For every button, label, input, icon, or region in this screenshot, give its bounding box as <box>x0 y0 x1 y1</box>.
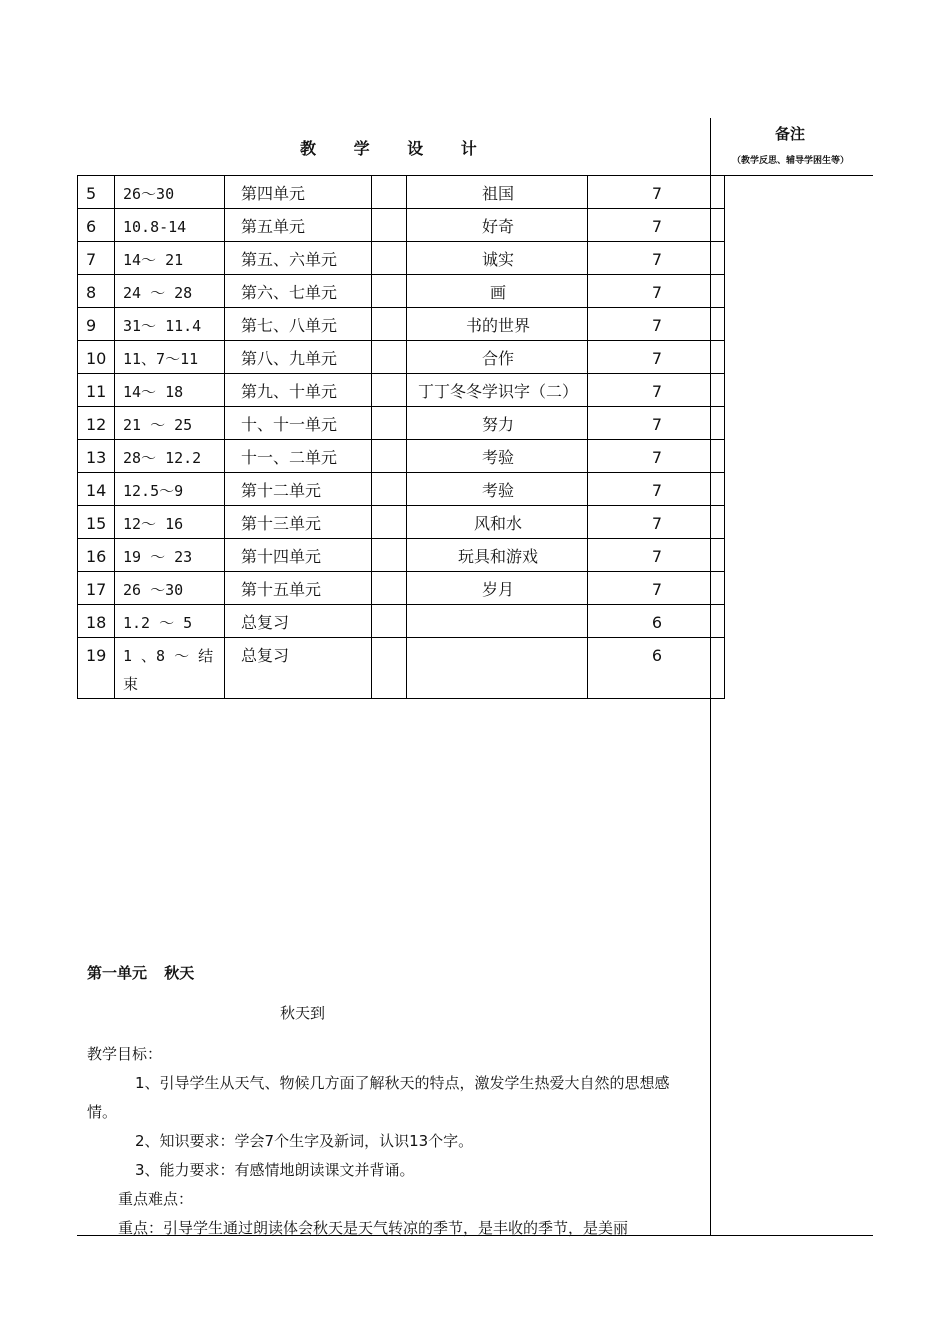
topic-cell: 好奇 <box>407 209 588 242</box>
week-cell: 17 <box>78 572 115 605</box>
hours-cell: 6 <box>588 638 725 699</box>
date-cell: 31～ 11.4 <box>115 308 225 341</box>
table-row <box>78 539 725 572</box>
date-cell: 12～ 16 <box>115 506 225 539</box>
notes-column-subtitle: （教学反思、辅导学困生等） <box>732 156 850 166</box>
week-cell: 12 <box>78 407 115 440</box>
hours-cell: 7 <box>588 275 725 308</box>
table-row <box>78 374 725 407</box>
objectives-label: 教学目标： <box>87 1045 163 1063</box>
topic-cell <box>407 638 588 699</box>
topic-cell: 玩具和游戏 <box>407 539 588 572</box>
topic-cell: 画 <box>407 275 588 308</box>
blank-cell <box>372 176 407 209</box>
topic-cell: 考验 <box>407 440 588 473</box>
week-cell: 9 <box>78 308 115 341</box>
date-cell: 1 、8 ～ 结束 <box>115 638 225 699</box>
blank-cell <box>372 539 407 572</box>
table-row <box>78 638 725 699</box>
table-row <box>78 506 725 539</box>
hours-cell: 7 <box>588 242 725 275</box>
unit-cell: 第六、七单元 <box>225 275 372 308</box>
blank-cell <box>372 209 407 242</box>
unit-cell: 第五单元 <box>225 209 372 242</box>
week-cell: 7 <box>78 242 115 275</box>
table-row <box>78 572 725 605</box>
table-row <box>78 473 725 506</box>
week-cell: 5 <box>78 176 115 209</box>
hours-cell: 7 <box>588 440 725 473</box>
topic-cell: 书的世界 <box>407 308 588 341</box>
page-title: 教 学 设 计 <box>300 139 477 158</box>
hours-cell: 7 <box>588 374 725 407</box>
topic-cell: 祖国 <box>407 176 588 209</box>
hours-cell: 7 <box>588 539 725 572</box>
table-row <box>78 407 725 440</box>
hours-cell: 7 <box>588 506 725 539</box>
topic-cell <box>407 605 588 638</box>
blank-cell <box>372 275 407 308</box>
hours-cell: 6 <box>588 605 725 638</box>
unit-cell: 第十四单元 <box>225 539 372 572</box>
objective-3: 3、能力要求：有感情地朗读课文并背诵。 <box>135 1161 415 1179</box>
week-cell: 19 <box>78 638 115 699</box>
table-row <box>78 308 725 341</box>
unit-cell: 第十五单元 <box>225 572 372 605</box>
table-row <box>78 176 725 209</box>
date-cell: 24 ～ 28 <box>115 275 225 308</box>
keypoint-text: 重点：引导学生通过朗读体会秋天是天气转凉的季节，是丰收的季节，是美丽 <box>118 1219 629 1237</box>
unit-heading: 第一单元 秋天 <box>87 964 195 982</box>
blank-cell <box>372 407 407 440</box>
objective-2: 2、知识要求：学会7个生字及新词，认识13个字。 <box>135 1132 474 1150</box>
topic-cell: 诚实 <box>407 242 588 275</box>
unit-cell: 总复习 <box>225 605 372 638</box>
keypoints-label: 重点难点： <box>118 1190 194 1208</box>
table-row <box>78 209 725 242</box>
hours-cell: 7 <box>588 341 725 374</box>
table-row <box>78 275 725 308</box>
unit-cell: 十一、二单元 <box>225 440 372 473</box>
unit-cell: 第四单元 <box>225 176 372 209</box>
week-cell: 16 <box>78 539 115 572</box>
week-cell: 14 <box>78 473 115 506</box>
week-cell: 6 <box>78 209 115 242</box>
date-cell: 14～ 21 <box>115 242 225 275</box>
hours-cell: 7 <box>588 407 725 440</box>
unit-cell: 第十二单元 <box>225 473 372 506</box>
date-cell: 26 ～30 <box>115 572 225 605</box>
unit-cell: 第十三单元 <box>225 506 372 539</box>
week-cell: 13 <box>78 440 115 473</box>
lesson-title: 秋天到 <box>280 1004 326 1022</box>
hours-cell: 7 <box>588 209 725 242</box>
blank-cell <box>372 473 407 506</box>
unit-cell: 第五、六单元 <box>225 242 372 275</box>
schedule-table <box>77 175 725 699</box>
date-cell: 28～ 12.2 <box>115 440 225 473</box>
blank-cell <box>372 308 407 341</box>
unit-cell: 第八、九单元 <box>225 341 372 374</box>
topic-cell: 丁丁冬冬学识字（二） <box>407 374 588 407</box>
blank-cell <box>372 440 407 473</box>
unit-cell: 总复习 <box>225 638 372 699</box>
blank-cell <box>372 572 407 605</box>
hours-cell: 7 <box>588 572 725 605</box>
week-cell: 15 <box>78 506 115 539</box>
topic-cell: 考验 <box>407 473 588 506</box>
week-cell: 18 <box>78 605 115 638</box>
week-cell: 8 <box>78 275 115 308</box>
notes-column-title: 备注 <box>775 125 806 143</box>
date-cell: 10.8-14 <box>115 209 225 242</box>
date-cell: 21 ～ 25 <box>115 407 225 440</box>
table-row <box>78 242 725 275</box>
date-cell: 1.2 ～ 5 <box>115 605 225 638</box>
unit-cell: 第九、十单元 <box>225 374 372 407</box>
hours-cell: 7 <box>588 308 725 341</box>
date-cell: 19 ～ 23 <box>115 539 225 572</box>
blank-cell <box>372 638 407 699</box>
topic-cell: 岁月 <box>407 572 588 605</box>
topic-cell: 风和水 <box>407 506 588 539</box>
hours-cell: 7 <box>588 176 725 209</box>
blank-cell <box>372 374 407 407</box>
topic-cell: 合作 <box>407 341 588 374</box>
blank-cell <box>372 242 407 275</box>
unit-cell: 十、十一单元 <box>225 407 372 440</box>
date-cell: 11、7～11 <box>115 341 225 374</box>
blank-cell <box>372 341 407 374</box>
table-row <box>78 341 725 374</box>
date-cell: 14～ 18 <box>115 374 225 407</box>
hours-cell: 7 <box>588 473 725 506</box>
blank-cell <box>372 605 407 638</box>
date-cell: 26～30 <box>115 176 225 209</box>
date-cell: 12.5～9 <box>115 473 225 506</box>
blank-cell <box>372 506 407 539</box>
topic-cell: 努力 <box>407 407 588 440</box>
table-row <box>78 605 725 638</box>
objective-1: 1、引导学生从天气、物候几方面了解秋天的特点，激发学生热爱大自然的思想感情。 <box>87 1074 670 1121</box>
week-cell: 10 <box>78 341 115 374</box>
table-row <box>78 440 725 473</box>
week-cell: 11 <box>78 374 115 407</box>
unit-cell: 第七、八单元 <box>225 308 372 341</box>
